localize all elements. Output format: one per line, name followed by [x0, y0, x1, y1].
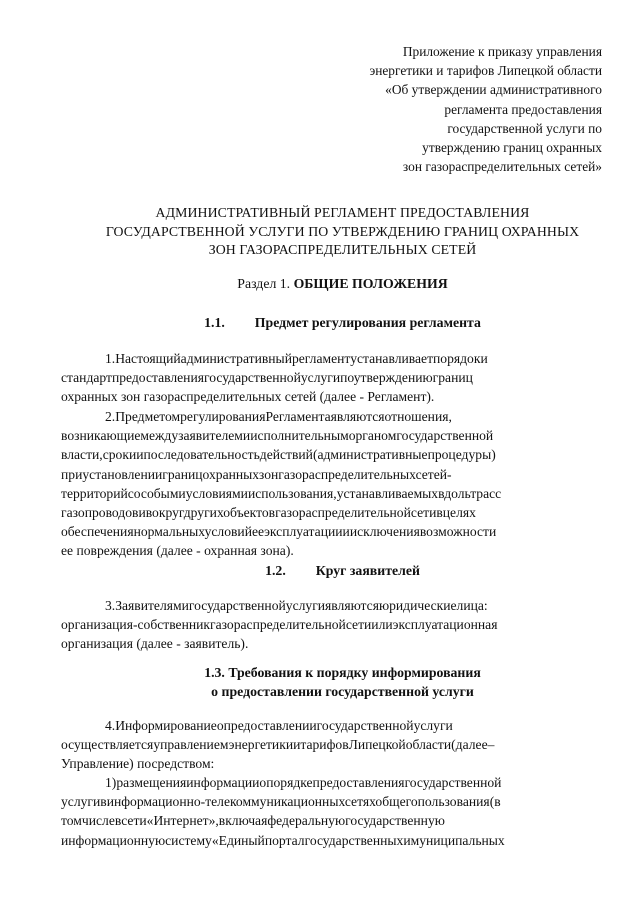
- subheading-title: Круг заявителей: [315, 563, 420, 578]
- section-prefix: Раздел 1.: [237, 276, 291, 291]
- section-heading: [60, 274, 625, 293]
- subheading-1-3: [60, 663, 625, 701]
- subheading-1-2: [60, 561, 625, 580]
- paragraph-1: [61, 349, 601, 407]
- paragraph-line: информационнуюсистему«Единыйпорталгосударственныхимуниципальных: [61, 832, 505, 848]
- paragraph-5: [61, 773, 601, 850]
- paragraph-line: 4.Информированиеопредоставлениигосударственнойуслуги: [105, 718, 453, 733]
- paragraph-line: организация (далее - заявитель).: [61, 636, 249, 652]
- paragraph-line: обеспечениянормальныхусловийееэксплуатациииисключениявозможности: [61, 524, 497, 540]
- appendix-note: [302, 42, 602, 176]
- subheading-number: 1.1.: [204, 315, 225, 330]
- paragraph-line: территорийсособымиусловиямииспользования,устанавливаемыхвдольтрасс: [61, 485, 502, 501]
- title-line: ГОСУДАРСТВЕННОЙ УСЛУГИ ПО УТВЕРЖДЕНИЮ ГРАНИЦ ОХРАННЫХ: [105, 223, 580, 239]
- paragraph-line: власти,срокиипоследовательностьдействий(административныепроцедуры): [61, 447, 496, 463]
- paragraph-line: охранных зон газораспределительных сетей (далее - Регламент).: [61, 389, 435, 405]
- paragraph-line: приустановленииграницохранныхзонгазораспределительныхсетей-: [61, 466, 452, 482]
- appendix-line: государственной услуги по: [447, 120, 602, 136]
- appendix-line: регламента предоставления: [444, 101, 602, 117]
- paragraph-line: ее повреждения (далее - охранная зона).: [61, 543, 294, 559]
- paragraph-line: газопроводовивокругдругихобъектовгазораспределительнойсетивцелях: [61, 504, 476, 520]
- subheading-line: 1.3. Требования к порядку информирования: [204, 665, 481, 680]
- subheading-line: о предоставлении государственной услуги: [211, 684, 474, 699]
- document-title: [60, 204, 625, 260]
- subheading-1-1: [60, 313, 625, 332]
- paragraph-line: услугивинформационно-телекоммуникационныхсетяхобщегопользования(в: [61, 794, 501, 810]
- subheading-title: Предмет регулирования регламента: [254, 315, 481, 330]
- title-line: ЗОН ГАЗОРАСПРЕДЕЛИТЕЛЬНЫХ СЕТЕЙ: [208, 242, 477, 257]
- paragraph-line: 1.Настоящийадминистративныйрегламентустанавливаетпорядоки: [105, 351, 488, 366]
- paragraph-line: организация-собственникгазораспределительнойсетиилиэксплуатационная: [61, 617, 498, 633]
- paragraph-line: 2.ПредметомрегулированияРегламентаявляютсяотношения,: [105, 409, 452, 424]
- paragraph-3: [61, 596, 601, 654]
- title-line: АДМИНИСТРАТИВНЫЙ РЕГЛАМЕНТ ПРЕДОСТАВЛЕНИЯ: [155, 205, 530, 220]
- paragraph-line: томчислевсети«Интернет»,включаяфедеральнуюгосударственную: [61, 813, 445, 829]
- paragraph-2: [61, 407, 601, 561]
- paragraph-line: осуществляетсяуправлениемэнергетикиитарифовЛипецкойобласти(далее–: [61, 737, 495, 753]
- paragraph-line: 1)размещенияинформацииопорядкепредоставлениягосударственной: [105, 775, 502, 790]
- appendix-line: утверждению границ охранных: [422, 140, 602, 156]
- appendix-line: зон газораспределительных сетей»: [402, 159, 602, 175]
- paragraph-line: Управление) посредством:: [61, 756, 215, 772]
- paragraph-line: 3.Заявителямигосударственнойуслугиявляютсяюридическиелица:: [105, 598, 488, 613]
- appendix-line: «Об утверждении административного: [385, 82, 602, 98]
- paragraph-line: стандартпредоставлениягосударственнойуслугипоутверждениюграниц: [61, 370, 473, 386]
- paragraph-line: возникающиемеждузаявителемиисполнительныморганомгосударственной: [61, 428, 494, 444]
- subheading-number: 1.2.: [265, 563, 286, 578]
- paragraph-4: [61, 716, 601, 774]
- appendix-line: энергетики и тарифов Липецкой области: [369, 63, 602, 79]
- section-title: ОБЩИЕ ПОЛОЖЕНИЯ: [293, 276, 448, 291]
- appendix-line: Приложение к приказу управления: [402, 44, 602, 59]
